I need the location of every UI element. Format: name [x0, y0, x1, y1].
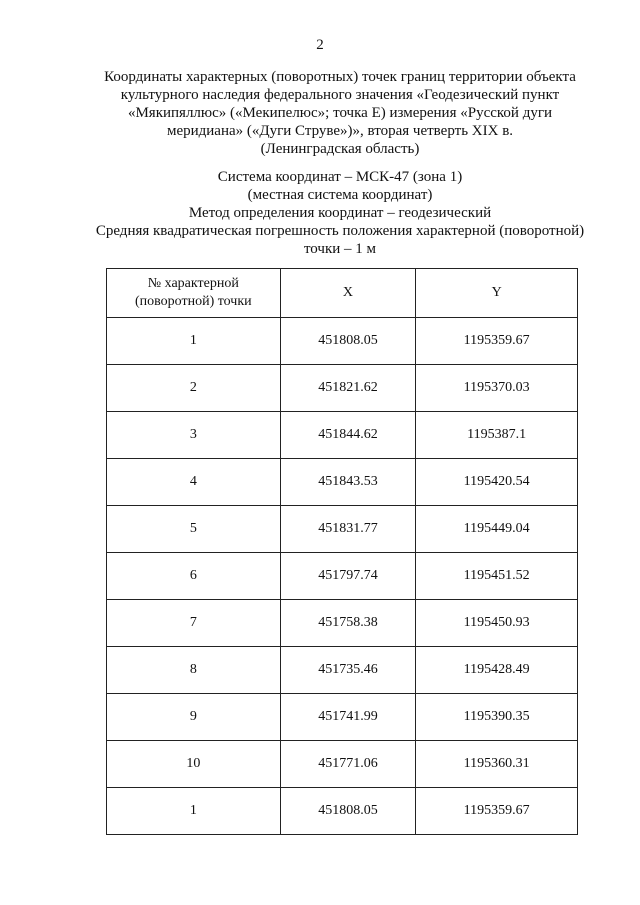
page-number: 2: [316, 37, 324, 53]
table-row: [107, 694, 578, 741]
title-line: (Ленинградская область): [260, 141, 420, 157]
table-row: [107, 506, 578, 553]
title-line: меридиана» («Дуги Струве»)», вторая четверть XIX в.: [166, 123, 514, 139]
point-number-cell: 4: [107, 459, 281, 506]
x-coordinate-cell: 451741.99: [280, 694, 416, 741]
y-coordinate-cell: 1195387.1: [416, 412, 578, 459]
accuracy-value: точки – 1 м: [303, 241, 377, 257]
x-coordinate-cell: 451821.62: [280, 365, 416, 412]
table-row: [107, 647, 578, 694]
coordinates-table: [106, 268, 578, 835]
point-number-cell: 1: [107, 318, 281, 365]
point-number-cell: 5: [107, 506, 281, 553]
table-header-row: [107, 269, 578, 318]
table-body: [107, 318, 578, 835]
header-point-line: № характерной: [147, 276, 239, 291]
x-coordinate-cell: 451808.05: [280, 788, 416, 835]
x-coordinate-cell: 451844.62: [280, 412, 416, 459]
determination-method: Метод определения координат – геодезический: [188, 205, 492, 221]
x-coordinate-cell: 451808.05: [280, 318, 416, 365]
document-title: [80, 68, 600, 158]
y-coordinate-cell: 1195359.67: [416, 788, 578, 835]
point-number-cell: 10: [107, 741, 281, 788]
x-coordinate-cell: 451831.77: [280, 506, 416, 553]
x-coordinate-cell: 451843.53: [280, 459, 416, 506]
y-coordinate-cell: 1195370.03: [416, 365, 578, 412]
x-coordinate-cell: 451735.46: [280, 647, 416, 694]
table-row: [107, 600, 578, 647]
x-coordinate-cell: 451797.74: [280, 553, 416, 600]
point-number-cell: 8: [107, 647, 281, 694]
title-line: культурного наследия федерального значения «Геодезический пункт: [120, 87, 560, 103]
accuracy-line: Средняя квадратическая погрешность положения характерной (поворотной): [95, 223, 585, 239]
point-number-cell: 3: [107, 412, 281, 459]
point-number-cell: 2: [107, 365, 281, 412]
coordinate-system-note: (местная система координат): [247, 187, 433, 203]
y-coordinate-cell: 1195449.04: [416, 506, 578, 553]
title-line: «Мякипяллюс» («Мекипелюс»; точка Е) измерения «Русской дуги: [127, 105, 553, 121]
y-coordinate-cell: 1195390.35: [416, 694, 578, 741]
coordinate-system-info: [60, 168, 620, 258]
y-coordinate-cell: 1195360.31: [416, 741, 578, 788]
header-point-number: [107, 269, 281, 318]
table-row: [107, 318, 578, 365]
point-number-cell: 9: [107, 694, 281, 741]
table-row: [107, 788, 578, 835]
table-row: [107, 553, 578, 600]
point-number-cell: 6: [107, 553, 281, 600]
header-x: X: [280, 269, 416, 318]
table-row: [107, 741, 578, 788]
header-y: Y: [416, 269, 578, 318]
y-coordinate-cell: 1195359.67: [416, 318, 578, 365]
y-coordinate-cell: 1195420.54: [416, 459, 578, 506]
y-coordinate-cell: 1195428.49: [416, 647, 578, 694]
table-row: [107, 412, 578, 459]
title-line: Координаты характерных (поворотных) точек границ территории объекта: [104, 69, 576, 85]
y-coordinate-cell: 1195450.93: [416, 600, 578, 647]
table-row: [107, 365, 578, 412]
point-number-cell: 1: [107, 788, 281, 835]
x-coordinate-cell: 451771.06: [280, 741, 416, 788]
header-point-line: (поворотной) точки: [134, 294, 252, 309]
y-coordinate-cell: 1195451.52: [416, 553, 578, 600]
table-row: [107, 459, 578, 506]
point-number-cell: 7: [107, 600, 281, 647]
x-coordinate-cell: 451758.38: [280, 600, 416, 647]
coordinate-system: Система координат – МСК-47 (зона 1): [217, 169, 463, 185]
